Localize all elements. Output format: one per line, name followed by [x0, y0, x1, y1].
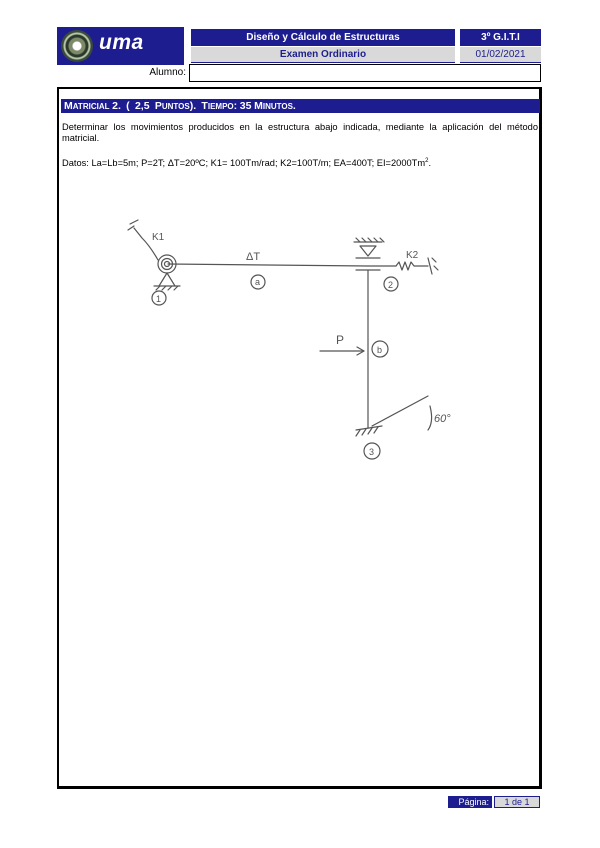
label-delta-t: ΔT — [246, 251, 261, 263]
problem-data: Datos: La=Lb=5m; P=2T; ΔT=20ºC; K1= 100Tm/rad; K2=100T/m; EA=400T; $EI=2000Tm^2$. — [62, 158, 432, 169]
page-label: Página: — [448, 796, 492, 808]
bar-a-label: a — [255, 277, 261, 287]
course-level: 3º G.I.T.I — [460, 29, 541, 46]
course-title: Diseño y Cálculo de Estructuras — [191, 29, 455, 46]
label-k2: K2 — [406, 250, 419, 261]
label-angle: 60° — [434, 413, 451, 425]
uma-logo — [57, 27, 184, 65]
node-2-label: 2 — [388, 280, 394, 290]
load-arrow-p — [320, 347, 364, 355]
node-3-label: 3 — [369, 447, 375, 457]
exam-type: Examen Ordinario — [191, 47, 455, 63]
roller-support-2 — [354, 238, 438, 274]
university-seal-icon — [61, 30, 93, 62]
student-name-field[interactable] — [189, 64, 541, 82]
logo-text: uma — [99, 31, 144, 54]
bar-b-label: b — [377, 345, 383, 355]
label-p: P — [336, 333, 345, 347]
rotational-spring-k1 — [128, 220, 180, 290]
problem-title: MATRICIAL 2. ( 2,5 PUNTOS). TIEMPO: 35 MINUTOS. — [61, 99, 540, 113]
node-1-label: 1 — [156, 294, 162, 304]
problem-statement: Determinar los movimientos producidos en la estructura abajo indicada, mediante la aplicación del método matricial. — [62, 122, 538, 143]
student-label: Alumno: — [149, 67, 186, 78]
exam-date: 01/02/2021 — [460, 47, 541, 63]
label-k1: K1 — [152, 232, 165, 243]
structure-diagram — [110, 200, 490, 480]
page-number: 1 de 1 — [494, 796, 540, 808]
fixed-support-3 — [356, 396, 432, 436]
bar-a — [168, 264, 368, 266]
